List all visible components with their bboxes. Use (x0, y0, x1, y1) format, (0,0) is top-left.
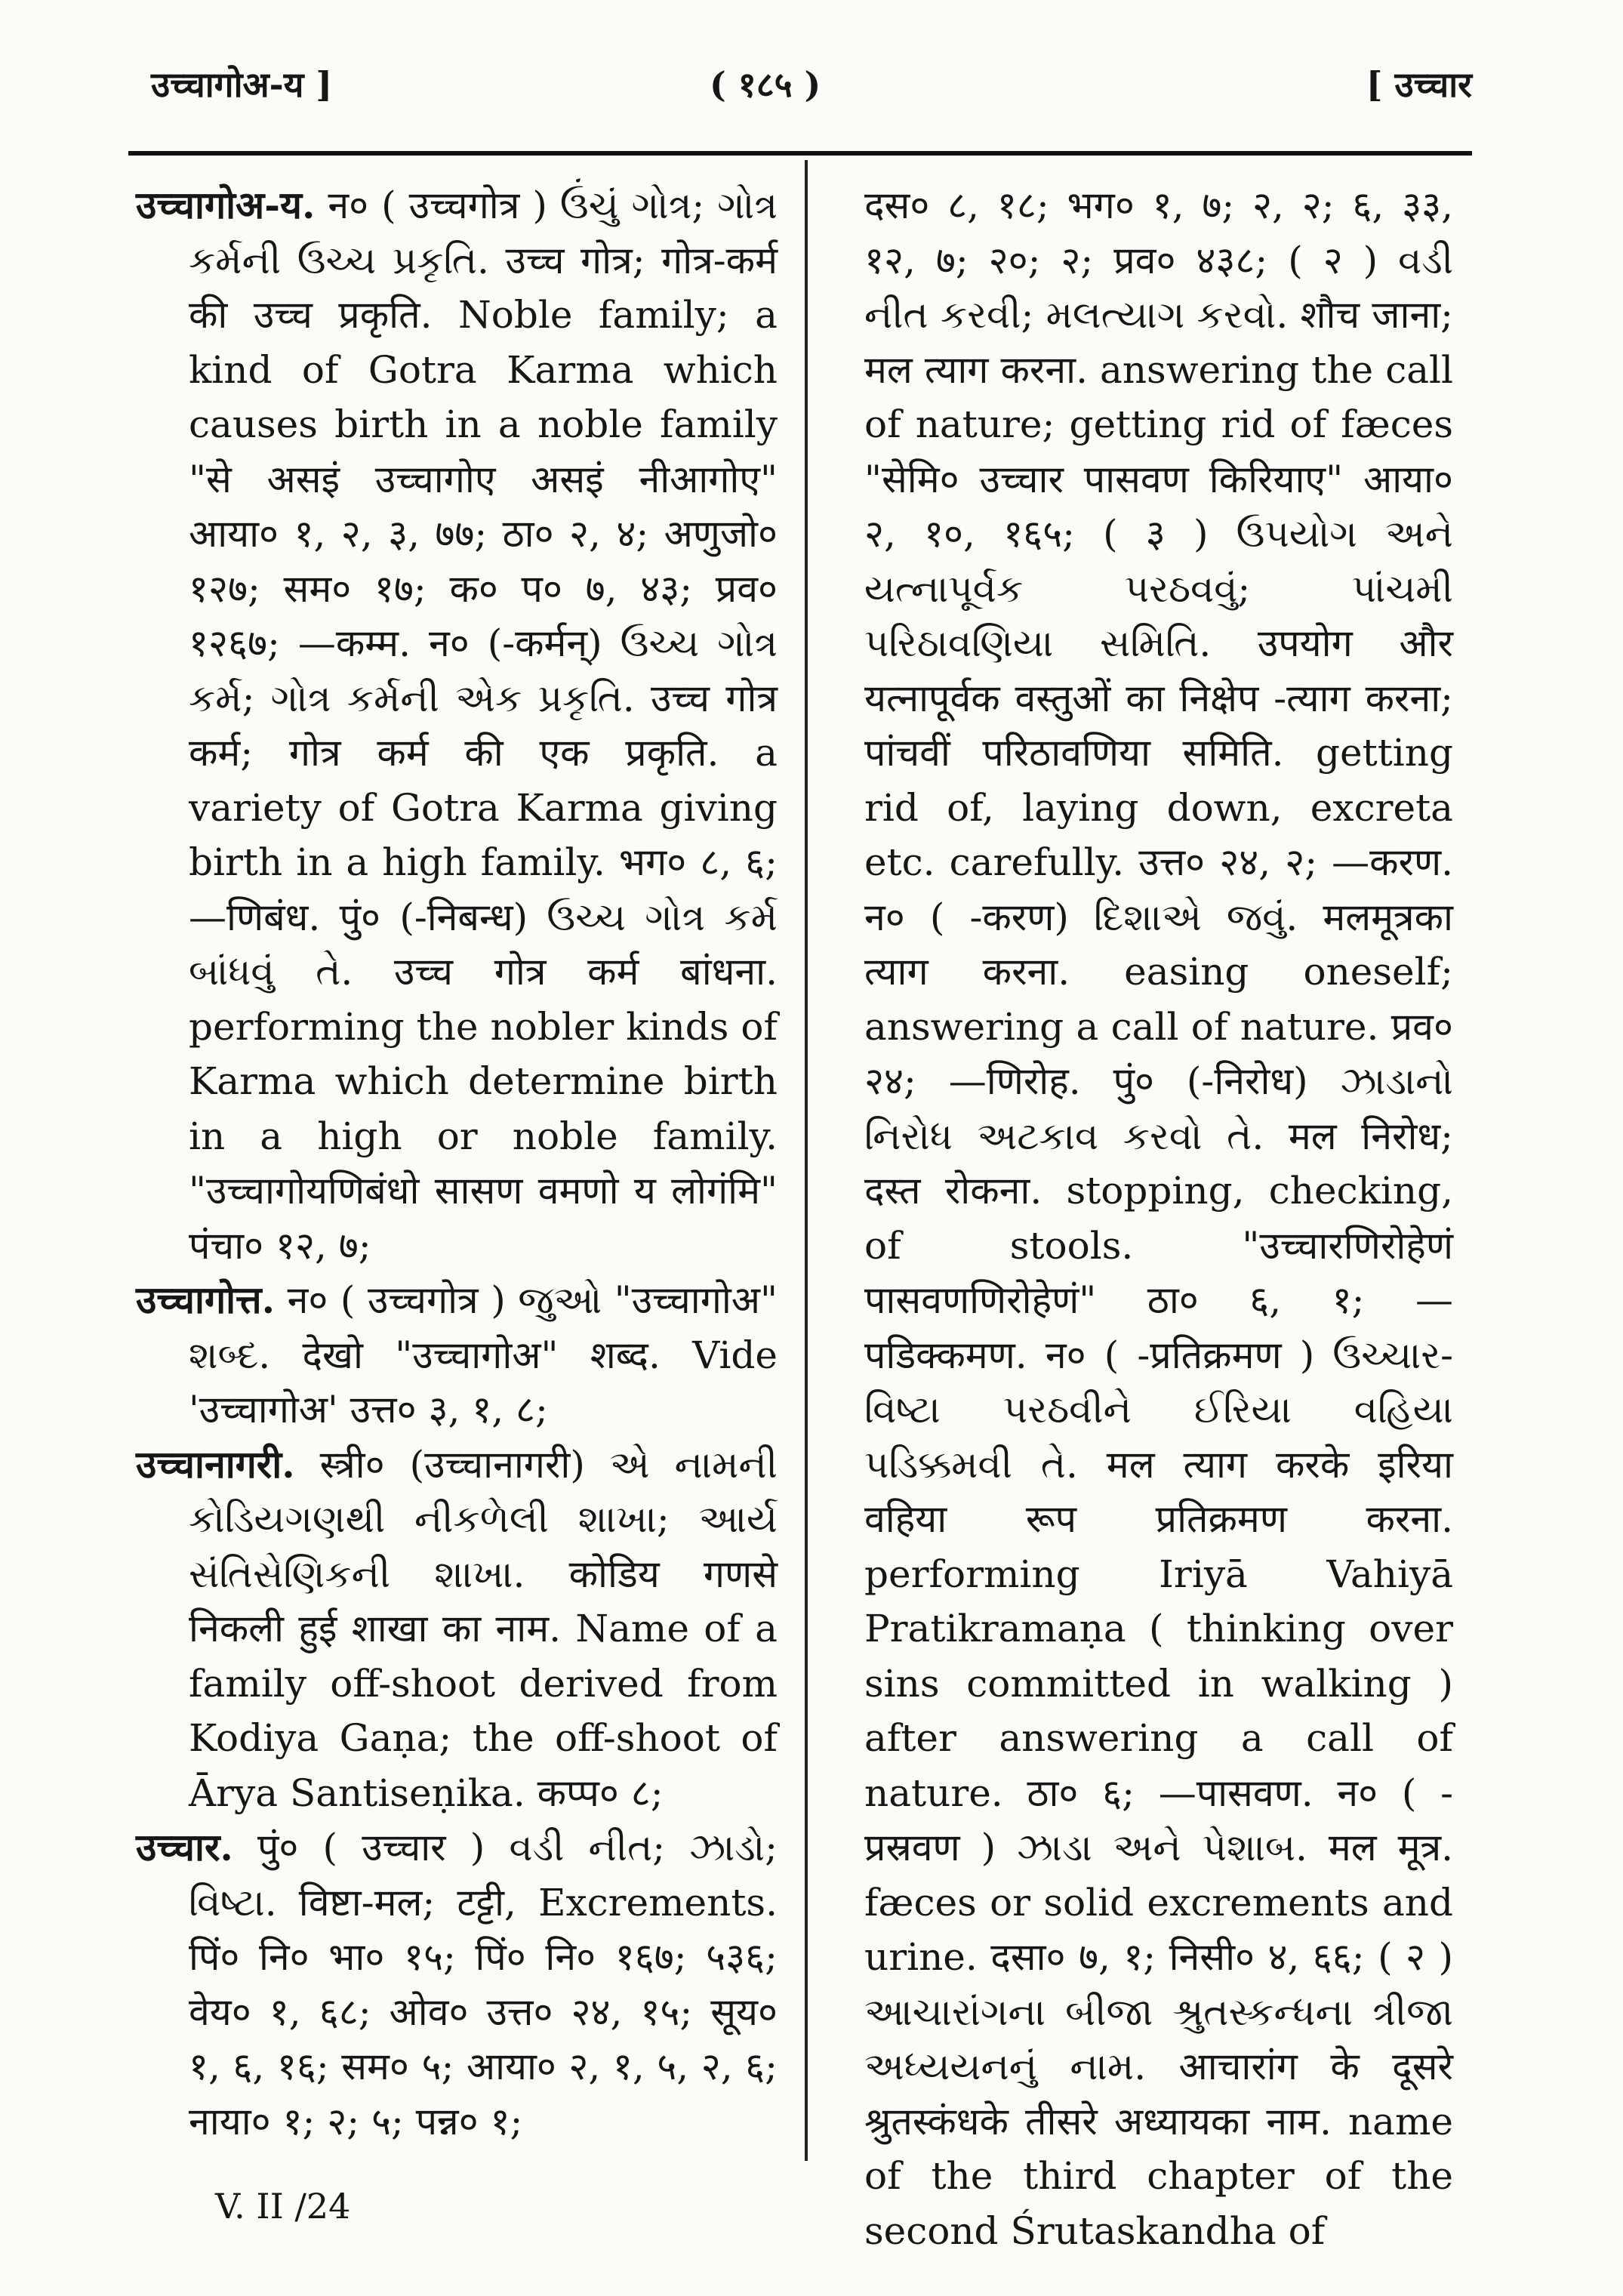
page-header (128, 53, 1472, 121)
entry-headword: उच्चागोअ-य. (136, 183, 316, 227)
dictionary-entry (136, 1438, 778, 1821)
dictionary-entry (136, 1820, 778, 2149)
column-divider (805, 160, 808, 2161)
entry-body: न० ( उच्चगोत्र ) ઉંચું ગોત્ર; ગોત્ર કર્મની ઉચ્ચ પ્રકૃતિ. उच्च गोत्र; गोत्र-कर्म की उच्च प्रकृति. Noble family; a kind of Gotra Karma which causes birth in a noble family "से असइं उच्चागोए असइं नीआगोए" आया० १, २, ३, ७७; ठा० २, ४; अणुजो० १२७; सम० १७; क० प० ७, ४३; प्रव० १२६७; —कम्म. न० (-कर्मन्) ઉચ્ચ ગોત્ર કર્મ; ગોત્ર કર્મની એક પ્રકૃતિ. उच्च गोत्र कर्म; गोत्र कर्म की एक प्रकृति. a variety of Gotra Karma giving birth in a high family. भग० ८, ६; —णिबंध. पुं० (-निबन्ध) ઉચ્ચ ગોત્ર કર્મ બાંધવું તે. उच्च गोत्र कर्म बांधना. performing the nobler kinds of Karma which determine birth in a high or noble family. "उच्चागोयणिबंधो सासण वमणो य लोगंमि" पंचा० १२, ७; (189, 183, 778, 1268)
header-rule (128, 151, 1472, 156)
entry-body: न० ( उच्चगोत्र ) જુઓ "उच्चागोअ" શબ્દ. देखो "उच्चागोअ" शब्द. Vide 'उच्चागोअ' उत्त० ३, १, ८; (189, 1278, 778, 1432)
header-right-guideword: [ उच्चार (1366, 64, 1472, 105)
header-left-guideword: उच्चागोअ-य ] (151, 64, 333, 105)
entry-headword: उच्चार. (136, 1825, 233, 1869)
entry-body: पुं० ( उच्चार ) વડી નીત; ઝાડો; વિષ્ટા. विष्टा-मल; टट्टी, Excrements. पिं० नि० भा० १५; पिं० नि० १६७; ५३६; वेय० १, ६८; ओव० उत्त० २४, १५; सूय० १, ६, १६; सम० ५; आया० २, १, ५, २, ६; नाया० १; २; ५; पन्न० १; (189, 1826, 778, 2143)
signature-mark: V. II /24 (215, 2186, 351, 2227)
entry-headword: उच्चागोत्त. (136, 1277, 276, 1322)
entry-body: दस० ८, १८; भग० १, ७; २, २; ६, ३३, १२, ७; २०; २; प्रव० ४३८; ( २ ) વડી નીત કરવી; મલત્યાગ કરવો. शौच जाना; मल त्याग करना. answering the call of nature; getting rid of fæces "सेमि० उच्चार पासवण किरियाए" आया० २, १०, १६५; ( ३ ) ઉપયોગ અને યત્નાપૂર્વક પરઠવવું; પાંચમી પરિઠાવણિયા સમિતિ. उपयोग और यत्नापूर्वक वस्तुओं का निक्षेप -त्याग करना; पांचवीं परिठावणिया समिति. getting rid of, laying down, excreta etc. carefully. उत्त० २४, २; —करण. न० ( -करण) દિશાએ જવું. मलमूत्रका त्याग करना. easing oneself; answering a call of nature. प्रव० २४; —णिरोह. पुं० (-निरोध) ઝાડાનો નિરોધ અટકાવ કરવો તે. मल निरोध; दस्त रोकना. stopping, checking, of stools. "उच्चारणिरोहेणं पासवणणिरोहेणं" ठा० ६, १; —पडिक्कमण. न० ( -प्रतिक्रमण ) ઉચ્ચાર-વિષ્ટા પરઠવીને ઈરિયા વહિયા પડિક્કમવી તે. मल त्याग करके इरिया वहिया रूप प्रतिक्रमण करना. performing Iriyā Vahiyā Pratikramaṇa ( thinking over sins committed in walking ) after answering a call of nature. ठा० ६; —पासवण. न० ( -प्रस्रवण ) ઝાડા અને પેશાબ. मल मूत्र. fæces or solid excrements and urine. दसा० ७, १; निसी० ४, ६६; ( २ ) આચારાંગના બીજા શ્રુતસ્કન્ધના ત્રીજા અધ્યયનનું નામ. आचारांग के दूसरे श्रुतस्कंधके तीसरे अध्यायका नाम. name of the third chapter of the second Śrutaskandha of (864, 183, 1453, 2253)
left-column (136, 178, 778, 2149)
entry-body: स्त्री० (उच्चानागरी) એ નામની કોડિયગણથી નીકળેલી શાખા; આર્ય સંતિસેણિકની શાખા. कोडिय गणसे निकली हुई शाखा का नाम. Name of a family off-shoot derived from Kodiya Gaṇa; the off-shoot of Ārya Santiseṇika. कप्प० ८; (189, 1442, 778, 1815)
entry-headword: उच्चानागरी. (136, 1441, 295, 1487)
dictionary-entry-continued (864, 178, 1453, 2258)
dictionary-entry (136, 178, 778, 1273)
right-column (864, 178, 1453, 2258)
header-page-number: ( १८५ ) (710, 64, 821, 105)
dictionary-entry (136, 1273, 778, 1438)
